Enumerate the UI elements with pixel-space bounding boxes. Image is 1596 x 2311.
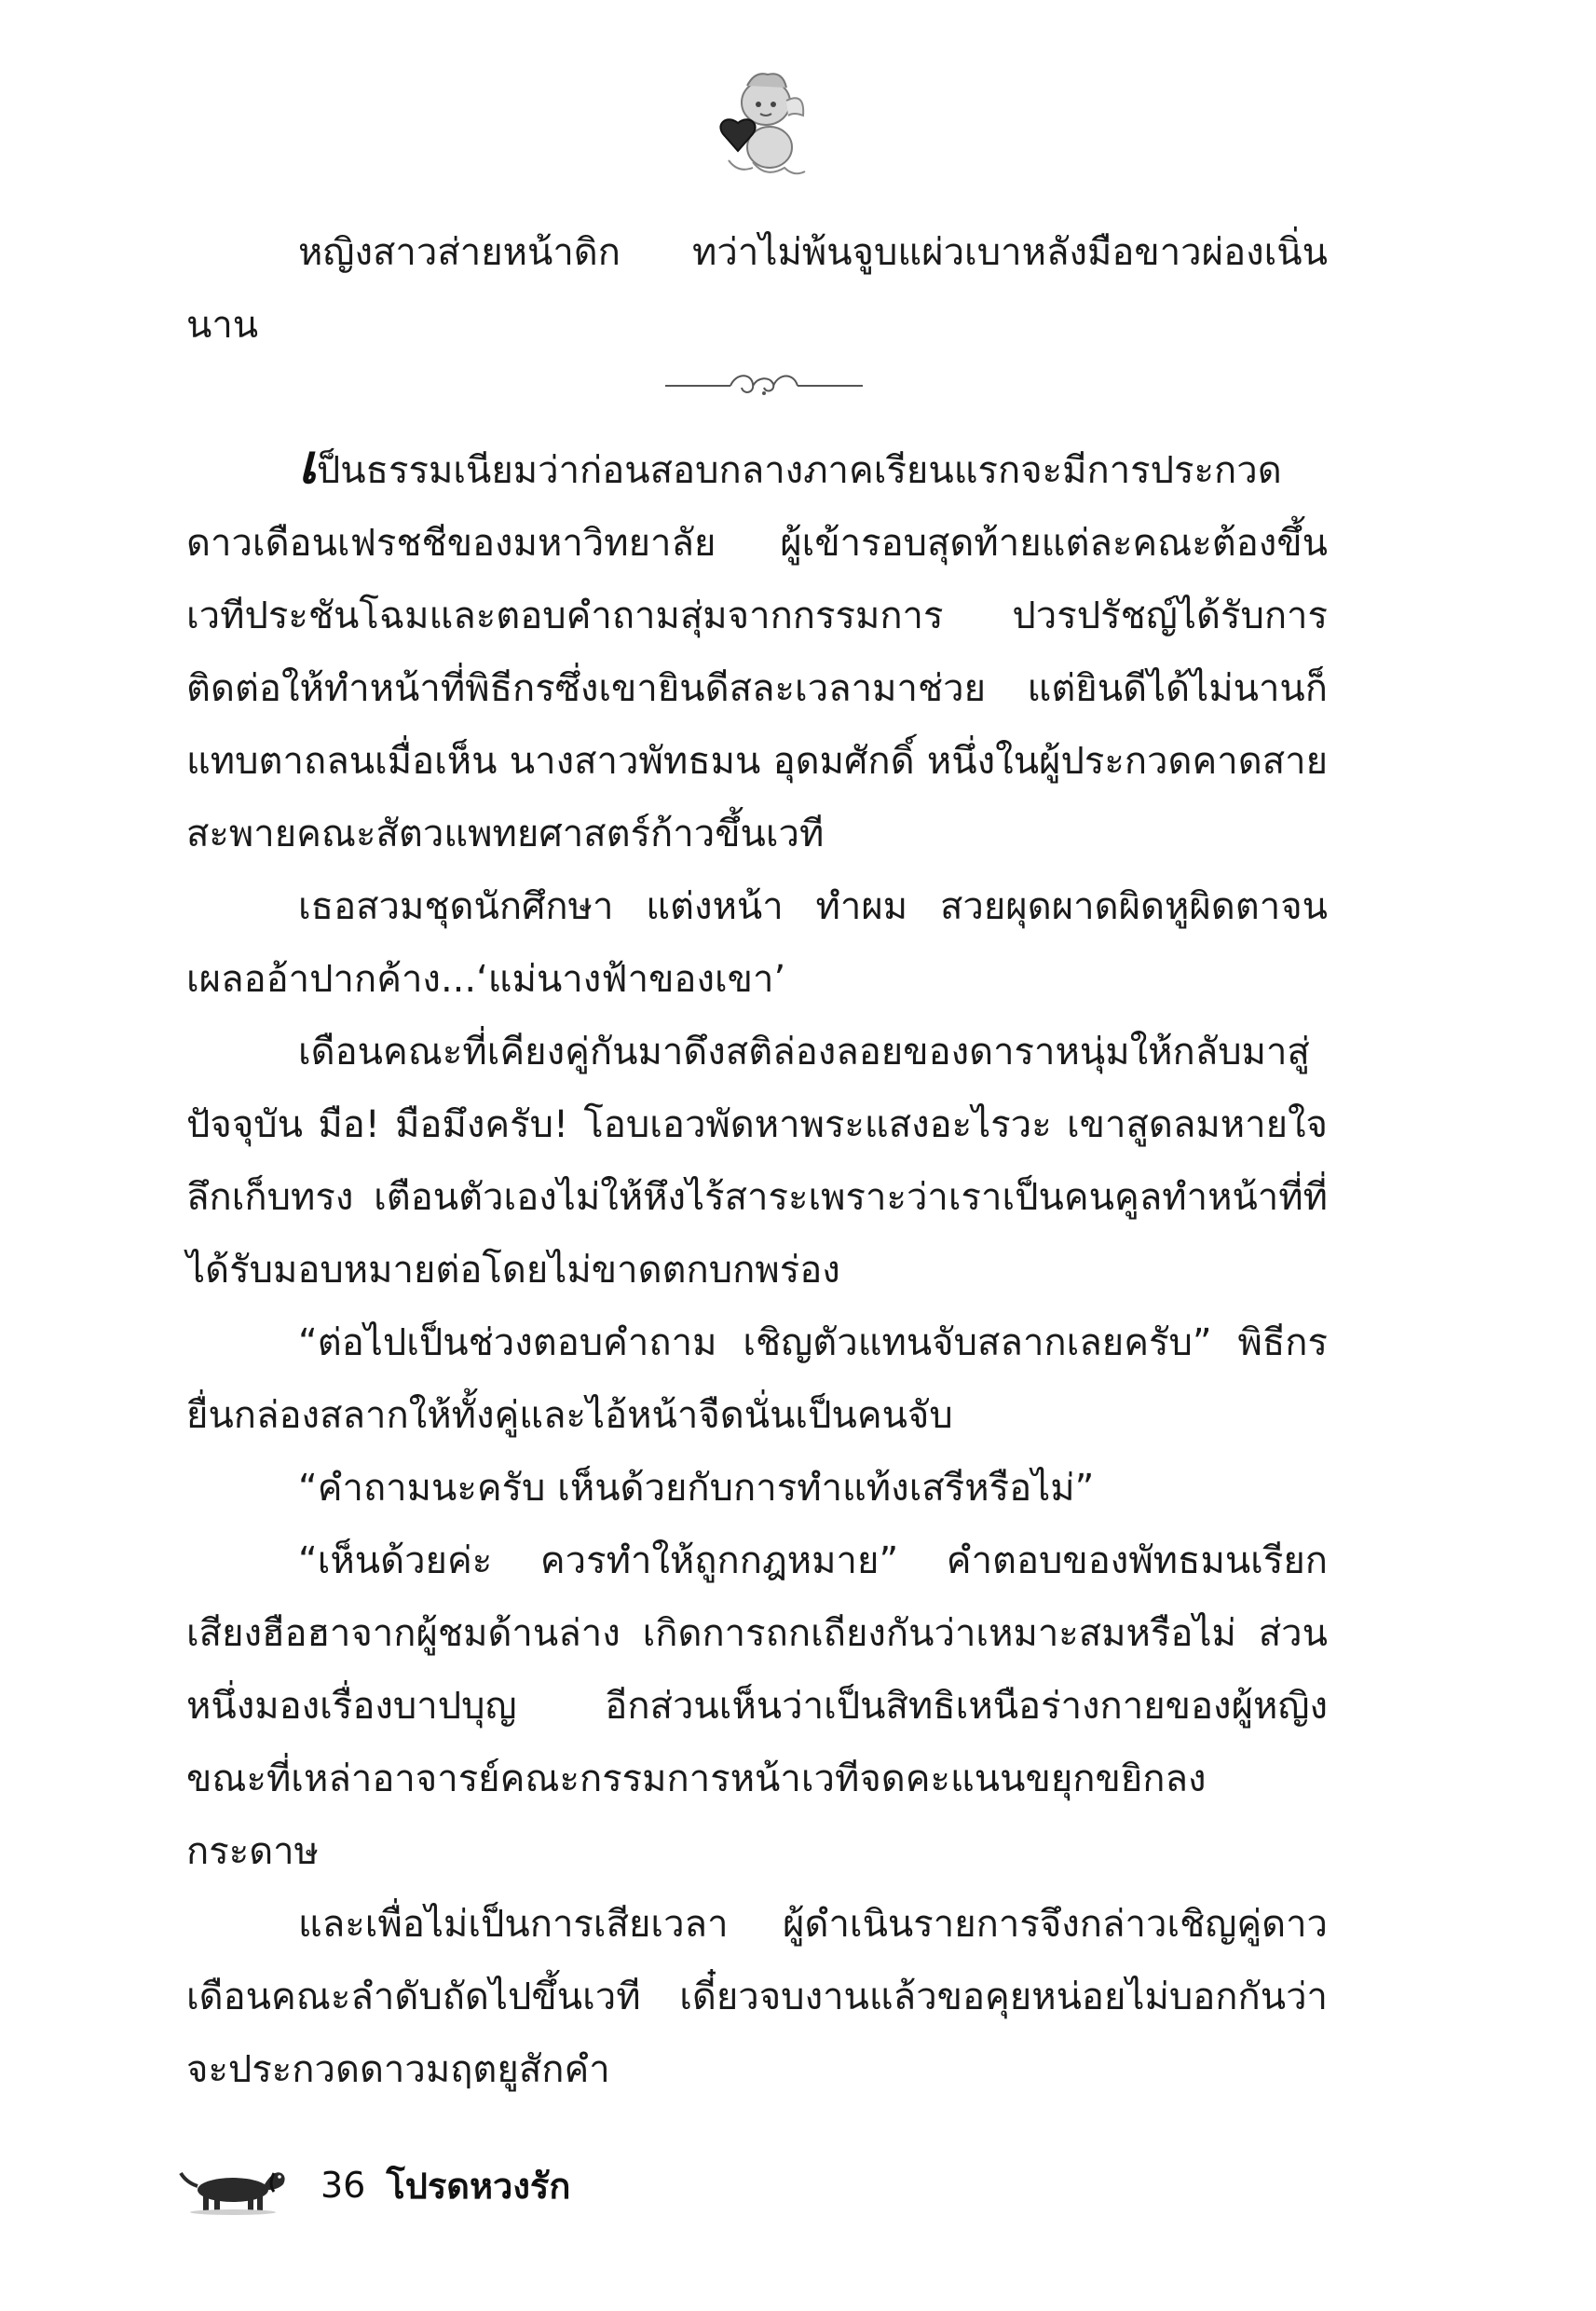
book-title: โปรดหวงรัก	[386, 2165, 571, 2207]
opening-text	[186, 216, 1328, 362]
section-body	[186, 434, 1328, 2106]
scroll-flourish-divider-icon	[662, 362, 866, 410]
body-paragraph: “ต่อไปเป็นช่วงตอบคำถาม เชิญตัวแทนจับสลากเลยครับ” พิธีกรยื่นกล่องสลากให้ทั้งคู่และไอ้หน้าจืดนั่นเป็นคนจับ	[186, 1321, 1328, 1437]
body-paragraph: และเพื่อไม่เป็นการเสียเวลา ผู้ดำเนินรายการจึงกล่าวเชิญคู่ดาวเดือนคณะลำดับถัดไปขึ้นเวที เดี๋ยวจบงานแล้วขอคุยหน่อยไม่บอกกันว่าจะประกวดดาวมฤตยูสักคำ	[186, 1903, 1328, 2091]
page-footer	[177, 2148, 570, 2222]
body-paragraph: “เห็นด้วยค่ะ ควรทำให้ถูกกฎหมาย” คำตอบของพัทธมนเรียกเสียงฮือฮาจากผู้ชมด้านล่าง เกิดการถกเถียงกันว่าเหมาะสมหรือไม่ ส่วนหนึ่งมองเรื่องบาปบุญ อีกส่วนเห็นว่าเป็นสิทธิเหนือร่างกายของผู้หญิงขณะที่เหล่าอาจารย์คณะกรรมการหน้าเวทีจดคะแนนขยุกขยิกลงกระดาษ	[186, 1539, 1328, 1873]
body-paragraph: เธอสวมชุดนักศึกษา แต่งหน้า ทำผม สวยผุดผาดผิดหูผิดตาจนเผลออ้าปากค้าง...‘แม่นางฟ้าของเขา’	[186, 885, 1328, 1001]
body-paragraph: “คำถามนะครับ เห็นด้วยกับการทำแท้งเสรีหรือไม่”	[298, 1467, 1095, 1510]
drop-cap: เ	[298, 432, 317, 496]
page-number: 36	[321, 2165, 366, 2206]
first-paragraph-text: ป็นธรรมเนียมว่าก่อนสอบกลางภาคเรียนแรกจะมีการประกวดดาวเดือนเฟรชชีของมหาวิทยาลัย ผู้เข้ารอบสุดท้ายแต่ละคณะต้องขึ้นเวทีประชันโฉมและตอบคำถามสุ่มจากกรรมการ ปวรปรัชญ์ได้รับการติดต่อให้ทำหน้าที่พิธีกรซึ่งเขายินดีสละเวลามาช่วย แต่ยินดีได้ไม่นานก็แทบตาถลนเมื่อเห็น นางสาวพัทธมน อุดมศักดิ์ หนึ่งในผู้ประกวดคาดสายสะพายคณะสัตวแพทยศาสตร์ก้าวขึ้นเวที	[186, 449, 1328, 855]
dachshund-dog-icon	[177, 2153, 289, 2218]
first-paragraph	[186, 434, 1328, 870]
opening-paragraph: หญิงสาวส่ายหน้าดิก ทว่าไม่พ้นจูบแผ่วเบาหลังมือขาวผ่องเนิ่นนาน	[186, 231, 1328, 347]
body-paragraph: เดือนคณะที่เคียงคู่กันมาดึงสติล่องลอยของดาราหนุ่มให้กลับมาสู่ปัจจุบัน มือ! มือมึงครับ! โอบเอวพัดหาพระแสงอะไรวะ เขาสูดลมหายใจลึกเก็บทรง เตือนตัวเองไม่ให้หึงไร้สาระเพราะว่าเราเป็นคนคูลทำหน้าที่ที่ได้รับมอบหมายต่อโดยไม่ขาดตกบกพร่อง	[186, 1031, 1328, 1292]
cherub-holding-heart-icon	[701, 58, 811, 185]
